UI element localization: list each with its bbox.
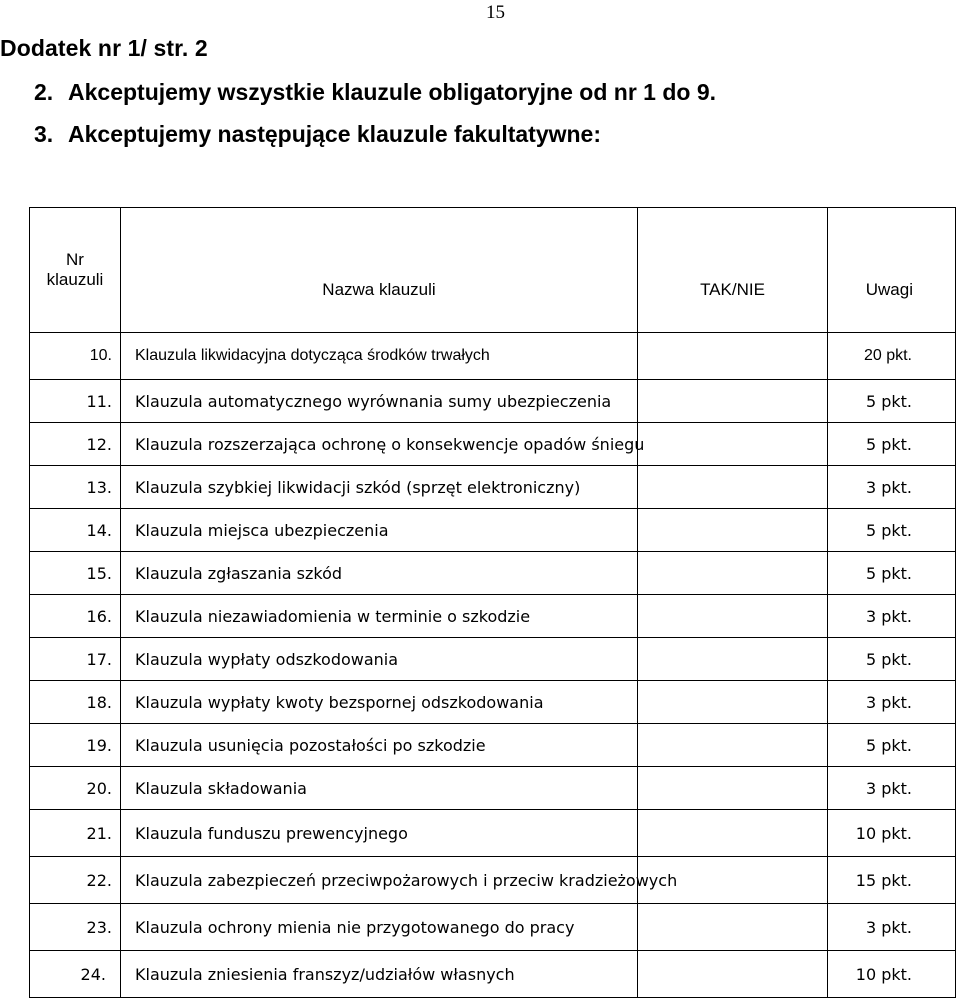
clause-tak-nie[interactable] [638,681,828,724]
table-row [30,681,956,724]
clause-number: 12. [30,423,121,466]
clause-tak-nie[interactable] [638,466,828,509]
table-body [30,333,956,998]
clause-tak-nie[interactable] [638,333,828,380]
table-row [30,767,956,810]
statement-line-2 [34,79,716,106]
clause-name: Klauzula wypłaty kwoty bezspornej odszkodowania [121,681,638,724]
table-row [30,724,956,767]
clause-points: 10 pkt. [828,810,956,857]
clause-points: 5 pkt. [828,509,956,552]
statement-number: 3. [34,121,54,147]
header-nr-label: Nr klauzuli [46,250,104,289]
table-row [30,810,956,857]
clause-name: Klauzula rozszerzająca ochronę o konsekwencje opadów śniegu [121,423,638,466]
table-row [30,857,956,904]
clause-points: 5 pkt. [828,638,956,681]
clause-points: 5 pkt. [828,552,956,595]
clause-tak-nie[interactable] [638,423,828,466]
clause-name: Klauzula zgłaszania szkód [121,552,638,595]
table-row [30,595,956,638]
clause-tak-nie[interactable] [638,595,828,638]
clause-name: Klauzula składowania [121,767,638,810]
statement-text: Akceptujemy następujące klauzule fakultatywne: [68,121,602,147]
statement-number: 2. [34,79,54,105]
header-uwagi: Uwagi [828,208,956,333]
clause-name: Klauzula usunięcia pozostałości po szkodzie [121,724,638,767]
clause-name: Klauzula zabezpieczeń przeciwpożarowych i przeciw kradzieżowych [121,857,638,904]
clause-number: 24. [30,951,121,998]
clause-number: 19. [30,724,121,767]
clause-tak-nie[interactable] [638,552,828,595]
clause-name: Klauzula niezawiadomienia w terminie o szkodzie [121,595,638,638]
clause-points: 5 pkt. [828,380,956,423]
table-row [30,638,956,681]
clause-number: 14. [30,509,121,552]
clause-points: 5 pkt. [828,423,956,466]
appendix-title: Dodatek nr 1/ str. 2 [0,35,208,61]
clause-points: 3 pkt. [828,595,956,638]
table-row [30,951,956,998]
clause-points: 15 pkt. [828,857,956,904]
clause-name: Klauzula likwidacyjna dotycząca środków trwałych [121,333,638,380]
table-row [30,423,956,466]
clause-points: 3 pkt. [828,767,956,810]
clause-number: 10. [30,333,121,380]
clause-points: 3 pkt. [828,466,956,509]
header-name: Nazwa klauzuli [121,208,638,333]
page-number: 15 [486,2,505,23]
clause-name: Klauzula funduszu prewencyjnego [121,810,638,857]
clause-tak-nie[interactable] [638,767,828,810]
table-row [30,333,956,380]
clause-number: 23. [30,904,121,951]
statement-line-3 [34,121,601,148]
clause-number: 15. [30,552,121,595]
clause-number: 16. [30,595,121,638]
clause-name: Klauzula szybkiej likwidacji szkód (sprzęt elektroniczny) [121,466,638,509]
clauses-table [29,207,956,998]
clause-points: 5 pkt. [828,724,956,767]
clause-name: Klauzula automatycznego wyrównania sumy ubezpieczenia [121,380,638,423]
clause-tak-nie[interactable] [638,724,828,767]
clause-number: 17. [30,638,121,681]
clause-number: 13. [30,466,121,509]
clause-number: 20. [30,767,121,810]
clause-tak-nie[interactable] [638,638,828,681]
clause-number: 11. [30,380,121,423]
table-row [30,904,956,951]
table-row [30,380,956,423]
clause-number: 21. [30,810,121,857]
clause-name: Klauzula ochrony mienia nie przygotowanego do pracy [121,904,638,951]
clause-number: 22. [30,857,121,904]
table-row [30,466,956,509]
clause-name: Klauzula miejsca ubezpieczenia [121,509,638,552]
clause-number: 18. [30,681,121,724]
table-row [30,552,956,595]
clause-name: Klauzula wypłaty odszkodowania [121,638,638,681]
table-header-row [30,208,956,333]
clause-points: 20 pkt. [828,333,956,380]
clause-tak-nie[interactable] [638,810,828,857]
table-row [30,509,956,552]
clause-name: Klauzula zniesienia franszyz/udziałów własnych [121,951,638,998]
clause-tak-nie[interactable] [638,951,828,998]
clause-points: 10 pkt. [828,951,956,998]
clause-tak-nie[interactable] [638,904,828,951]
clause-points: 3 pkt. [828,904,956,951]
clause-tak-nie[interactable] [638,509,828,552]
header-nr [30,208,121,333]
clause-tak-nie[interactable] [638,380,828,423]
clause-points: 3 pkt. [828,681,956,724]
statement-text: Akceptujemy wszystkie klauzule obligatoryjne od nr 1 do 9. [68,79,717,105]
header-tak-nie: TAK/NIE [638,208,828,333]
